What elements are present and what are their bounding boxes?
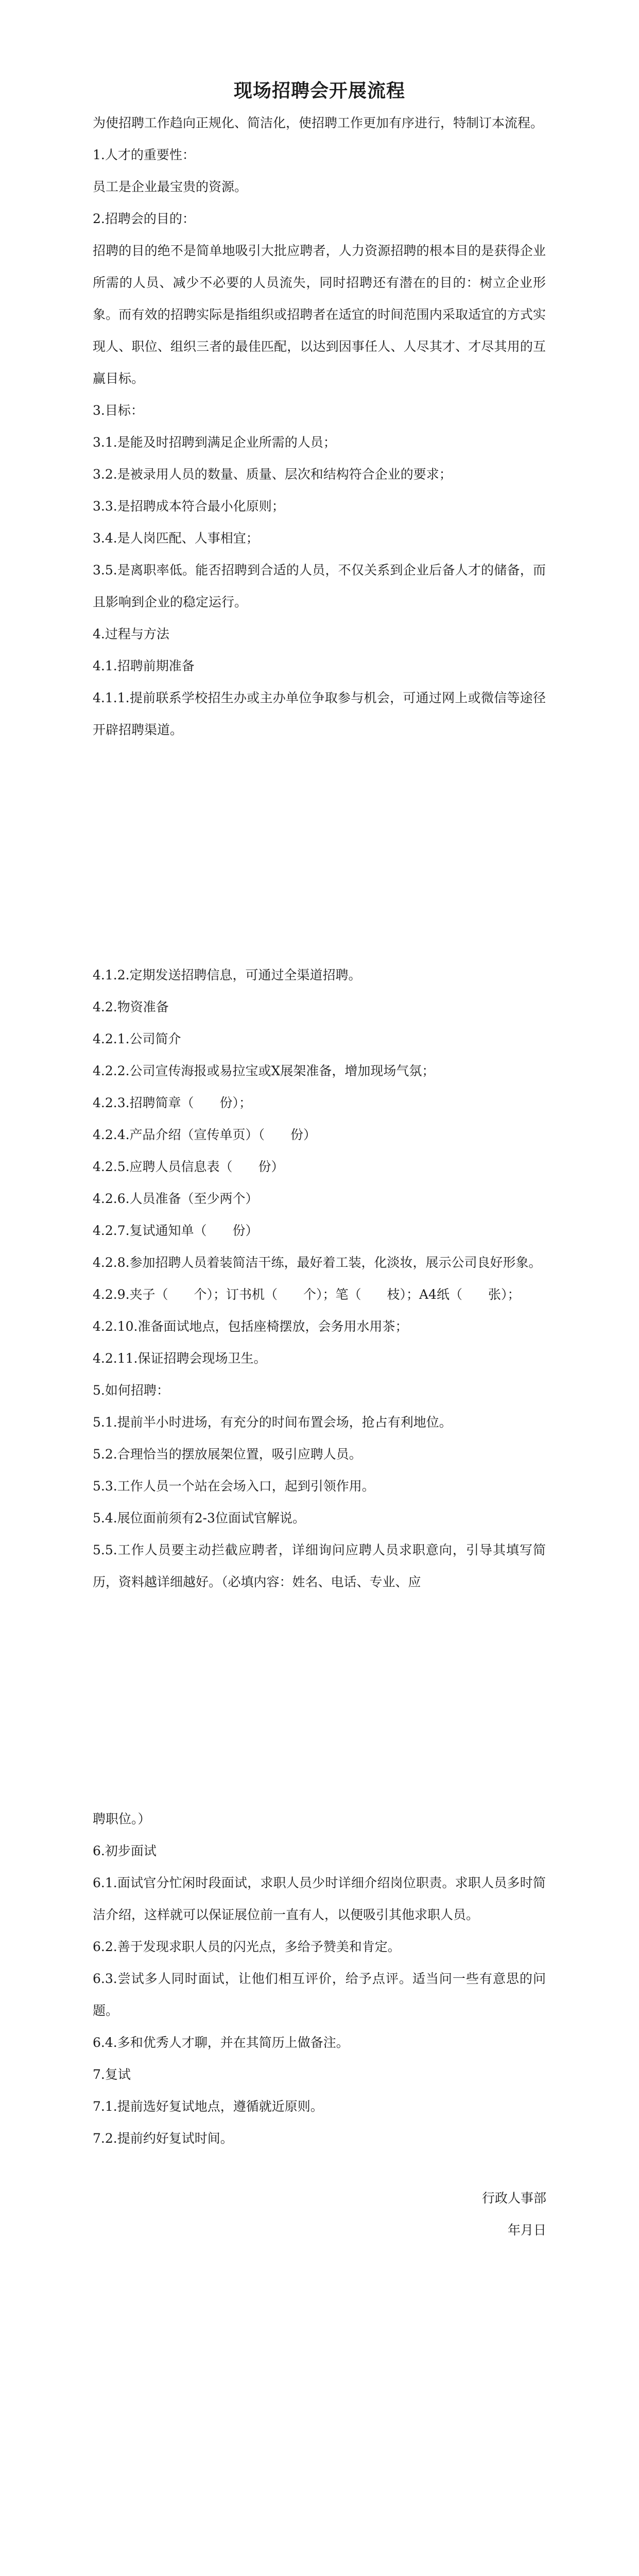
paragraph: 4.2.11.保证招聘会现场卫生。 <box>93 1351 267 1366</box>
paragraph: 3.目标： <box>93 403 144 418</box>
paragraph: 4.过程与方法 <box>93 626 169 641</box>
paragraph: 2.招聘会的目的： <box>93 211 195 226</box>
paragraph: 4.2.6.人员准备（至少两个） <box>93 1191 258 1206</box>
paragraph: 4.2.2.公司宣传海报或易拉宝或X展架准备，增加现场气氛； <box>93 1063 435 1078</box>
paragraph: 4.2.7.复试通知单（ 份） <box>93 1223 258 1238</box>
section-interview <box>93 1803 546 2155</box>
paragraph: 3.3.是招聘成本符合最小化原则； <box>93 499 285 514</box>
paragraph: 4.1.1.提前联系学校招生办或主办单位争取参与机会，可通过网上或微信等途径开辟招聘渠道。 <box>93 690 546 737</box>
paragraph: 3.4.是人岗匹配、人事相宜； <box>93 531 259 546</box>
paragraph: 5.3.工作人员一个站在会场入口，起到引领作用。 <box>93 1479 375 1494</box>
paragraph: 4.2.5.应聘人员信息表（ 份） <box>93 1159 284 1174</box>
signature-date: 年月日 <box>507 2223 546 2238</box>
paragraph: 4.2.物资准备 <box>93 999 169 1014</box>
paragraph: 为使招聘工作趋向正规化、简洁化，使招聘工作更加有序进行，特制订本流程。 <box>93 115 544 130</box>
paragraph: 5.5.工作人员要主动拦截应聘者，详细询问应聘人员求职意向，引导其填写简历，资料越详细越好。（必填内容：姓名、电话、专业、应 <box>93 1543 546 1589</box>
section-preparation <box>93 959 546 1598</box>
paragraph: 招聘的目的绝不是简单地吸引大批应聘者，人力资源招聘的根本目的是获得企业所需的人员、减少不必要的人员流失，同时招聘还有潜在的目的：树立企业形象。而有效的招聘实际是指组织或招聘者在适宜的时间范围内采取适宜的方式实现人、职位、组织三者的最佳匹配，以达到因事任人、人尽其才、才尽其用的互赢目标。 <box>93 243 546 386</box>
paragraph: 7.1.提前选好复试地点，遵循就近原则。 <box>93 2099 323 2114</box>
paragraph: 4.2.10.准备面试地点，包括座椅摆放，会务用水用茶； <box>93 1319 408 1334</box>
paragraph: 1.人才的重要性： <box>93 147 195 162</box>
paragraph: 7.复试 <box>93 2067 131 2082</box>
paragraph: 6.3.尝试多人同时面试，让他们相互评价，给予点评。适当问一些有意思的问题。 <box>93 1971 546 2018</box>
paragraph: 5.2.合理恰当的摆放展架位置，吸引应聘人员。 <box>93 1447 362 1462</box>
paragraph: 4.1.招聘前期准备 <box>93 658 195 673</box>
paragraph: 3.1.是能及时招聘到满足企业所需的人员； <box>93 435 336 450</box>
paragraph: 4.2.3.招聘简章（ 份）； <box>93 1095 252 1110</box>
document-title: 现场招聘会开展流程 <box>233 80 405 101</box>
paragraph: 5.4.展位面前须有2-3位面试官解说。 <box>93 1511 305 1526</box>
paragraph: 4.1.2.定期发送招聘信息，可通过全渠道招聘。 <box>93 968 361 982</box>
paragraph: 5.1.提前半小时进场，有充分的时间布置会场，抢占有利地位。 <box>93 1415 452 1430</box>
paragraph: 3.5.是离职率低。能否招聘到合适的人员，不仅关系到企业后备人才的储备，而且影响到企业的稳定运行。 <box>93 563 546 609</box>
paragraph: 聘职位。） <box>93 1811 151 1826</box>
section-intro <box>93 107 546 746</box>
paragraph: 4.2.9.夹子（ 个）；订书机（ 个）；笔（ 枝）；A4纸（ 张）； <box>93 1287 521 1302</box>
paragraph: 4.2.8.参加招聘人员着装简洁干练，最好着工装，化淡妆，展示公司良好形象。 <box>93 1255 542 1270</box>
paragraph: 7.2.提前约好复试时间。 <box>93 2131 233 2146</box>
paragraph: 5.如何招聘： <box>93 1383 169 1398</box>
paragraph: 4.2.1.公司简介 <box>93 1031 181 1046</box>
paragraph: 6.1.面试官分忙闲时段面试，求职人员少时详细介绍岗位职责。求职人员多时简洁介绍，这样就可以保证展位前一直有人，以便吸引其他求职人员。 <box>93 1875 546 1922</box>
paragraph: 员工是企业最宝贵的资源。 <box>93 179 248 194</box>
signature-department: 行政人事部 <box>481 2191 546 2206</box>
paragraph: 6.初步面试 <box>93 1843 157 1858</box>
paragraph: 6.2.善于发现求职人员的闪光点，多给予赞美和肯定。 <box>93 1939 401 1954</box>
paragraph: 3.2.是被录用人员的数量、质量、层次和结构符合企业的要求； <box>93 467 452 482</box>
paragraph: 6.4.多和优秀人才聊，并在其简历上做备注。 <box>93 2035 349 2050</box>
paragraph: 4.2.4.产品介绍（宣传单页）（ 份） <box>93 1127 317 1142</box>
